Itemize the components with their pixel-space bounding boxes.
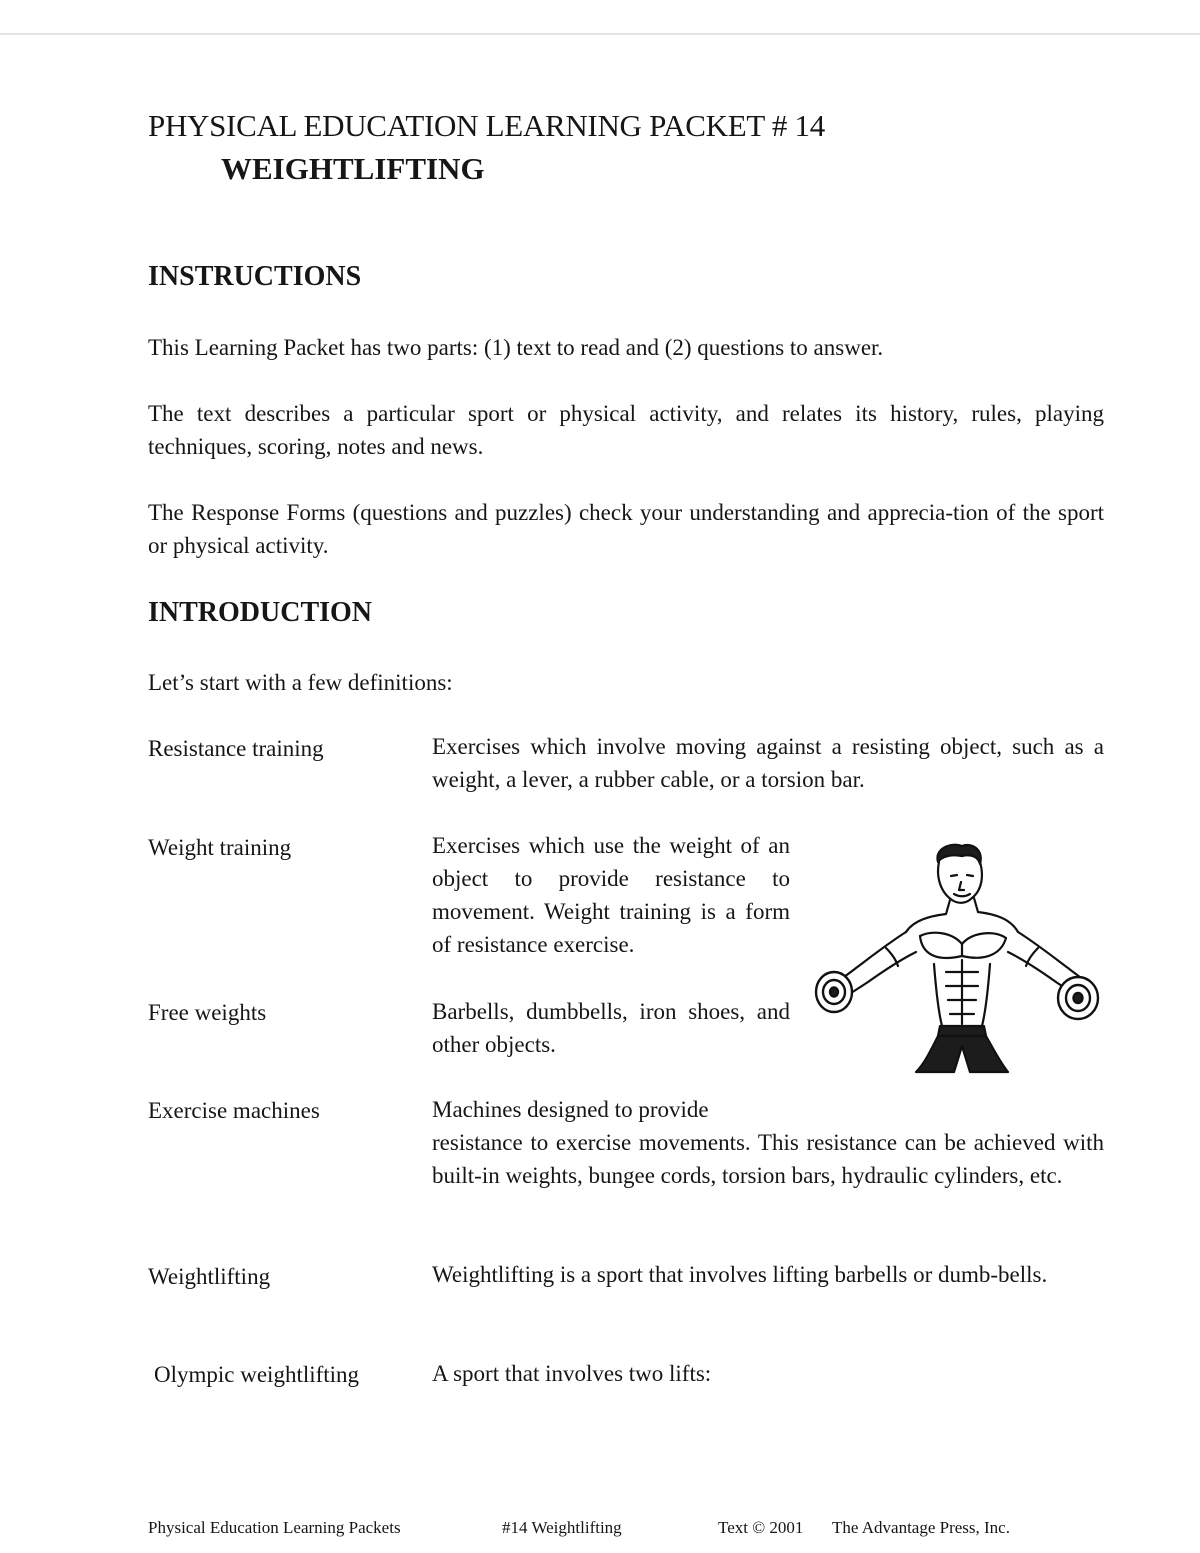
definition-exercise-machines-rest: resistance to exercise movements. This resistance can be achieved with built-in weights, bungee cords, torsion bars, hydraulic cylinders, etc. xyxy=(432,1130,1104,1188)
definition-weight-training: Exercises which use the weight of an object to provide resistance to movement. Weight training is a form of resistance exercise. xyxy=(432,833,790,957)
definition-weightlifting: Weightlifting is a sport that involves lifting barbells or dumb-bells. xyxy=(432,1262,1048,1287)
definition-exercise-machines-line1: Machines designed to provide xyxy=(432,1097,709,1122)
page-top-rule xyxy=(0,33,1200,35)
weightlifter-illustration xyxy=(812,840,1104,1076)
footer-copyright: Text © 2001 xyxy=(718,1518,804,1537)
definition-olympic-weightlifting: A sport that involves two lifts: xyxy=(432,1361,712,1386)
footer-packet: #14 Weightlifting xyxy=(502,1518,622,1537)
footer-publisher: The Advantage Press, Inc. xyxy=(832,1518,1010,1537)
introduction-lead: Let’s start with a few definitions: xyxy=(148,670,453,695)
instructions-paragraph: This Learning Packet has two parts: (1) text to read and (2) questions to answer. xyxy=(148,335,884,360)
definition-free-weights: Barbells, dumbbells, iron shoes, and other objects. xyxy=(432,999,790,1057)
term-weight-training: Weight training xyxy=(148,835,292,860)
definition-exercise-machines xyxy=(432,1093,1104,1192)
term-weightlifting: Weightlifting xyxy=(148,1264,271,1289)
page-subtitle: WEIGHTLIFTING xyxy=(221,151,485,186)
page-title: PHYSICAL EDUCATION LEARNING PACKET # 14 xyxy=(148,108,825,143)
term-free-weights: Free weights xyxy=(148,1000,267,1025)
footer-series: Physical Education Learning Packets xyxy=(148,1518,401,1537)
introduction-heading: INTRODUCTION xyxy=(148,597,373,628)
instructions-heading: INSTRUCTIONS xyxy=(148,261,362,292)
term-exercise-machines: Exercise machines xyxy=(148,1098,320,1123)
instructions-paragraph: The Response Forms (questions and puzzles) check your understanding and apprecia-tion of the sport or physical activity. xyxy=(148,500,1104,558)
definition-resistance-training: Exercises which involve moving against a resisting object, such as a weight, a lever, a rubber cable, or a torsion bar. xyxy=(432,734,1104,792)
instructions-paragraph: The text describes a particular sport or physical activity, and relates its history, rules, playing techniques, scoring, notes and news. xyxy=(148,401,1104,459)
term-olympic-weightlifting: Olympic weightlifting xyxy=(154,1362,360,1387)
term-resistance-training: Resistance training xyxy=(148,736,324,761)
